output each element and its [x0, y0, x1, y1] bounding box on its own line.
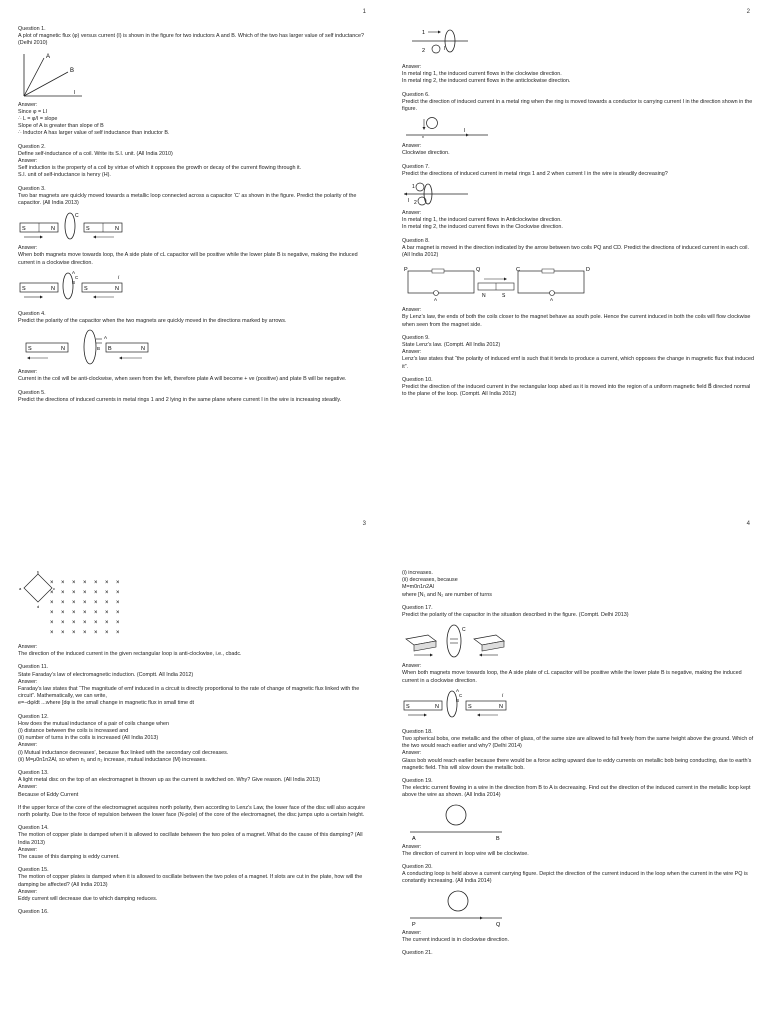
answer-line: ∴ L = φ/I = slope	[18, 116, 58, 123]
field-cross-mark: ×	[83, 610, 87, 616]
field-cross-mark: ×	[50, 630, 54, 636]
answer-line: (ii) decreases, because	[402, 577, 458, 584]
field-cross-mark: ×	[61, 610, 65, 616]
svg-text:B: B	[456, 697, 460, 703]
svg-text:2: 2	[414, 200, 417, 207]
question-title: Question 9.	[402, 334, 430, 341]
answer-line: M=m0n1n2Al	[402, 584, 434, 591]
svg-text:S: S	[502, 293, 506, 300]
answer-label: Answer:	[18, 742, 38, 749]
answer-line: In metal ring 2, the induced current flows in the anticlockwise direction.	[402, 78, 571, 85]
question-title: Question 8.	[402, 237, 430, 244]
field-cross-mark: ×	[94, 620, 98, 626]
page-number: 2	[746, 9, 750, 15]
svg-text:I: I	[408, 198, 410, 205]
svg-text:Q: Q	[496, 921, 501, 928]
svg-text:N: N	[435, 703, 439, 710]
svg-text:S: S	[22, 226, 26, 233]
label-b: B	[70, 67, 75, 74]
page-number: 4	[746, 521, 750, 527]
field-cross-mark: ×	[50, 580, 54, 586]
field-cross-mark: ×	[72, 580, 76, 586]
answer-label: Answer:	[18, 784, 38, 791]
answer-line: (i) Mutual inductance decreases’, because flux linked with the secondary coil decreases.	[18, 749, 229, 756]
question-body: The electric current flowing in a wire in the direction from B to A is decreasing. Find out the direction of the induced current in the metallic loop kept above the wire as shown. (All India 2014)	[402, 785, 751, 799]
svg-text:S: S	[86, 226, 90, 233]
question-body: A plot of magnetic flux (φ) versus current (I) is shown in the figure for two inductors A and B. Which of the two has larger value of self inductance? (Delhi 2010)	[18, 33, 364, 47]
svg-text:S: S	[406, 703, 410, 710]
answer-line: In metal ring 1, the induced current flows in the clockwise direction.	[402, 71, 562, 78]
loop-above-wire-figure	[402, 802, 512, 842]
question-title: Question 19.	[402, 778, 433, 785]
field-cross-mark: ×	[105, 630, 109, 636]
coils-magnet-figure	[402, 261, 592, 305]
question-body: A conducting loop is held above a current carrying figure. Depict the direction of the current induced in the loop when the current in the wire PQ is constantly increasing. (All India 2014)	[402, 871, 748, 885]
field-cross-mark: ×	[116, 600, 120, 606]
svg-text:N: N	[115, 226, 119, 233]
answer-label: Answer:	[402, 663, 422, 670]
rings-wire-figure	[402, 26, 472, 56]
rings-decreasing-figure	[402, 180, 472, 208]
question-body: (i) distance between the coils is increased and	[18, 728, 129, 735]
label-i: I	[74, 89, 76, 96]
answer-line: (ii) M=μ0n1n2Al, so when n₁ and n₂ increase, mutual inductance (M) increases.	[18, 756, 207, 763]
answer-label: Answer:	[402, 143, 422, 150]
field-cross-mark: ×	[116, 590, 120, 596]
answer-label: Answer:	[18, 888, 38, 895]
answer-label: Answer:	[402, 843, 422, 850]
field-cross-mark: ×	[94, 630, 98, 636]
page-1	[0, 0, 384, 512]
answer-line: In metal ring 1, the induced current flows in Anticlockwise direction.	[402, 217, 562, 224]
question-body: Predict the direction of induced current in a metal ring when the ring is moved towards a conductor is carrying current I in the direction shown in the figure.	[402, 98, 753, 113]
question-body: A bar magnet is moved in the direction indicated by the arrow between two coils PQ and CD. Predict the directions of induced current in each coil. (All India 2012)	[402, 244, 749, 259]
field-cross-mark: ×	[72, 620, 76, 626]
question-title: Question 21.	[402, 950, 433, 957]
svg-text:2: 2	[422, 48, 426, 54]
svg-text:a: a	[19, 586, 22, 591]
question-body: The motion of copper plates is damped when it is allowed to oscillate between the two poles of a magnet. If slots are cut in the plate, how will the damping be affected? (All India 2013)	[18, 874, 363, 888]
question-title: Question 3.	[18, 185, 46, 192]
question-body: Predict the directions of induced current in metal rings 1 and 2 when current I in the wire is steadily decreasing?	[402, 170, 668, 177]
svg-text:1: 1	[422, 30, 426, 36]
answer-line: The cause of this damping is eddy current.	[18, 854, 120, 861]
answer-line: Since φ = LI	[18, 108, 48, 115]
svg-text:N: N	[499, 703, 503, 710]
field-cross-mark: ×	[116, 610, 120, 616]
question-body: State Faraday’s law of electromagnetic induction. (Comptt. All India 2012)	[18, 671, 194, 678]
question-body: State Lenz’s law. (Comptt. All India 2012)	[402, 342, 501, 349]
question-body: A light metal disc on the top of an electromagnet is thrown up as the current is switched on. Why? Give reason. (All India 2013)	[18, 777, 321, 784]
svg-text:A: A	[550, 297, 554, 303]
svg-text:b: b	[37, 570, 40, 575]
answer-line: Slope of A is greater than slope of B	[18, 123, 104, 130]
svg-text:B: B	[97, 346, 101, 352]
svg-text:Q: Q	[476, 267, 481, 274]
answer-label: Answer:	[18, 101, 38, 108]
answer-line: Faraday’s law states that “The magnitude of emf induced in a circuit is directly proportional to the rate of change of magnetic flux linked with the circuit”. Mathematically, we can write,	[18, 686, 360, 700]
field-cross-mark: ×	[116, 580, 120, 586]
ring-conductor-figure	[402, 115, 492, 141]
answer-line: Because of Eddy Current	[18, 791, 79, 798]
svg-text:d: d	[37, 604, 40, 609]
answer-label: Answer:	[18, 644, 38, 650]
question-title: Question 12.	[18, 713, 49, 720]
answer-line: ∴ Inductor A has larger value of self inductance than inductor B.	[18, 130, 170, 137]
svg-text:S: S	[28, 346, 32, 353]
answer-label: Answer:	[402, 750, 422, 757]
answer-line: When both magnets move towards loop, the A side plate of cL capacitor will be positive while the lower plate B is negative, making the induced current in a clockwise direction.	[402, 670, 742, 684]
label-a: A	[46, 53, 51, 60]
answer-line: S.I. unit of self-inductance is henry (H).	[18, 172, 111, 179]
svg-text:A: A	[456, 687, 460, 693]
magnets-loop-figure	[18, 209, 128, 243]
svg-text:B: B	[496, 835, 500, 842]
field-cross-mark: ×	[72, 630, 76, 636]
answer-line: Clockwise direction.	[402, 150, 450, 157]
capacitor-polarity-figure	[402, 621, 512, 661]
field-cross-mark: ×	[61, 600, 65, 606]
svg-text:I: I	[444, 46, 446, 52]
field-cross-mark: ×	[61, 620, 65, 626]
svg-text:C: C	[516, 267, 520, 274]
svg-text:N: N	[51, 226, 55, 233]
question-title: Question 17.	[402, 604, 433, 611]
field-cross-mark: ×	[116, 630, 120, 636]
page-2	[384, 0, 768, 512]
field-cross-mark: ×	[83, 600, 87, 606]
question-title: Question 10.	[402, 376, 433, 383]
question-body: (ii) number of turns in the coils is increased (All India 2013)	[18, 735, 159, 742]
question-title: Question 5.	[18, 389, 46, 396]
answer-line: where [N₁ and N₂ are number of turns	[402, 591, 492, 598]
field-cross-mark: ×	[94, 600, 98, 606]
question-body: The motion of copper plate is damped when it is allowed to oscillate between the two poles of a magnet. What do the cause of this damping? (All India 2013)	[18, 832, 363, 846]
svg-text:C: C	[75, 274, 79, 280]
question-body: Predict the polarity of the capacitor in the situation described in the figure. (Comptt. Delhi 2013)	[402, 612, 629, 619]
svg-text:S: S	[84, 285, 88, 292]
magnets-loop-answer-figure-2	[402, 687, 512, 721]
question-title: Question 14.	[18, 825, 49, 832]
field-cross-mark: ×	[105, 580, 109, 586]
page-4	[384, 512, 768, 1024]
answer-line: The direction of current in loop wire will be clockwise.	[402, 850, 529, 857]
svg-text:i: i	[502, 692, 504, 699]
field-cross-mark: ×	[61, 590, 65, 596]
answer-line: Self induction is the property of a coil by virtue of which it opposes the growth or decay of the current flowing through it.	[18, 165, 302, 172]
question-body: How does the mutual inductance of a pair of coils change when	[18, 720, 170, 727]
svg-text:N: N	[482, 293, 486, 300]
question-title: Question 13.	[18, 770, 49, 777]
question-title: Question 2.	[18, 143, 46, 150]
question-title: Question 20.	[402, 864, 433, 871]
svg-text:P: P	[404, 267, 408, 274]
field-cross-mark: ×	[83, 590, 87, 596]
page-number: 1	[362, 9, 366, 15]
answer-line: (i) increases.	[402, 570, 433, 576]
field-cross-mark: ×	[72, 590, 76, 596]
question-title: Question 18.	[402, 728, 433, 735]
capacitor-magnets-figure	[18, 327, 168, 367]
svg-text:A: A	[104, 335, 108, 341]
field-cross-mark: ×	[72, 610, 76, 616]
answer-label: Answer:	[402, 210, 422, 217]
field-cross-mark: ×	[105, 600, 109, 606]
svg-text:B: B	[108, 346, 112, 353]
question-body: Predict the direction of the induced current in the rectangular loop abed as it is moved into the region of a uniform magnetic field B⃗ directed normal to the plane of the loop. (Comptt. All India 2012)	[402, 384, 751, 398]
question-title: Question 11.	[18, 664, 49, 671]
svg-text:P: P	[412, 921, 416, 928]
answer-label: Answer:	[18, 245, 38, 252]
question-title: Question 7.	[402, 163, 430, 170]
field-cross-mark: ×	[50, 600, 54, 606]
question-title: Question 16.	[18, 909, 49, 916]
svg-text:N: N	[51, 285, 55, 292]
field-cross-mark: ×	[105, 620, 109, 626]
question-body: Two bar magnets are quickly moved towards a metallic loop connected across a capacitor ‘C’ as shown in the figure. Predict the polarity of the capacitor. (All India 2013)	[18, 192, 357, 207]
answer-line: Glass bob would reach earlier because there would be a force acting upward due to eddy currents on metallic bob being conducting, due to earth’s magnetic field. This will slow down the metallic bob.	[402, 757, 752, 771]
loop-magnetic-field-figure	[18, 570, 138, 642]
answer-line: The current induced is in clockwise direction.	[402, 936, 509, 943]
field-cross-mark: ×	[83, 630, 87, 636]
svg-text:A: A	[72, 269, 76, 275]
field-cross-mark: ×	[83, 620, 87, 626]
field-cross-mark: ×	[50, 610, 54, 616]
question-title: Question 4.	[18, 310, 46, 317]
answer-line: In metal ring 2, the induced current flows in the Clockwise direction.	[402, 224, 563, 231]
answer-line: By Lenz’s law, the ends of both the coils closer to the magnet behave as south pole. Hence the current induced in both the coils will flow clockwise when seen from the magnet side.	[402, 314, 751, 328]
field-cross-mark: ×	[94, 590, 98, 596]
question-title: Question 1.	[18, 26, 46, 32]
page-3	[0, 512, 384, 1024]
svg-text:N: N	[61, 346, 65, 353]
answer-line: Lenz’s law states that “the polarity of induced emf is such that it tends to produce a current, which opposes the change in magnetic flux that induced it”.	[402, 356, 754, 370]
svg-text:1: 1	[412, 184, 415, 191]
answer-line: Current in the coil will be anti-clockwise, when seen from the left, therefore plate A will become + ve (positive) and plate B will be negative.	[18, 376, 347, 383]
svg-text:N: N	[115, 285, 119, 292]
svg-text:A: A	[412, 835, 416, 842]
page-number: 3	[362, 521, 366, 527]
svg-text:I: I	[464, 128, 466, 135]
svg-text:C: C	[459, 692, 463, 698]
answer-line: When both magnets move towards loop, the A side plate of cL capacitor will be positive while the lower plate B is negative, making the induced current in a clockwise direction.	[18, 252, 358, 266]
question-title: Question 15.	[18, 867, 49, 874]
answer-label: Answer:	[402, 349, 422, 356]
field-cross-mark: ×	[105, 590, 109, 596]
answer-label: Answer:	[18, 846, 38, 853]
answer-label: Answer:	[402, 64, 422, 70]
magnets-loop-answer-figure	[18, 269, 128, 303]
field-cross-mark: ×	[83, 580, 87, 586]
svg-text:S: S	[468, 703, 472, 710]
field-cross-mark: ×	[61, 630, 65, 636]
answer-line: e=−dφ/dt ...where [dφ is the small change in magnetic flux in small time dt	[18, 700, 194, 707]
svg-text:B: B	[72, 279, 76, 285]
field-cross-mark: ×	[61, 580, 65, 586]
svg-text:S: S	[22, 285, 26, 292]
svg-text:N: N	[141, 346, 145, 353]
svg-text:C: C	[75, 213, 79, 220]
answer-label: Answer:	[18, 369, 38, 376]
question-body: Define self-inductance of a coil. Write its S.I. unit. (All India 2010)	[18, 150, 173, 157]
answer-line: Eddy current will decrease due to which damping reduces.	[18, 896, 158, 903]
field-cross-mark: ×	[72, 600, 76, 606]
field-cross-mark: ×	[50, 590, 54, 596]
answer-label: Answer:	[402, 307, 422, 314]
answer-label: Answer:	[18, 158, 38, 165]
field-cross-mark: ×	[116, 620, 120, 626]
answer-label: Answer:	[402, 929, 422, 936]
field-cross-mark: ×	[50, 620, 54, 626]
question-body: Predict the directions of induced currents in metal rings 1 and 2 lying in the same plane where current I in the wire is increasing steadily.	[18, 396, 342, 403]
question-body: Two spherical bobs, one metallic and the other of glass, of the same size are allowed to fall freely from the same height above the ground. Which of the two would reach earlier and why? (Delhi 2014)	[402, 736, 754, 750]
question-body: Predict the polarity of the capacitor when the two magnets are quickly moved in the directions marked by arrows.	[18, 318, 287, 325]
question-title: Question 6.	[402, 91, 430, 98]
flux-current-graph	[18, 50, 88, 100]
answer-line: If the upper force of the core of the electromagnet acquires north polarity, then according to Lenz’s Law, the lower face of the disc will also acquire north polarity. Due to the force of repulsion between the lower face (N-pole) of the core of the electromagnet, the disc jumps upto a certain height.	[18, 804, 366, 819]
svg-text:i: i	[118, 274, 120, 281]
svg-text:v: v	[422, 134, 424, 140]
svg-text:C: C	[462, 627, 466, 634]
answer-line: The direction of the induced current in the given rectangular loop is anti-clockwise, i.e., cbadc.	[18, 651, 242, 658]
svg-text:A: A	[434, 297, 438, 303]
field-cross-mark: ×	[105, 610, 109, 616]
svg-text:c: c	[53, 586, 55, 591]
field-cross-mark: ×	[94, 610, 98, 616]
loop-above-pq-figure	[402, 888, 512, 928]
answer-label: Answer:	[18, 678, 38, 685]
svg-text:D: D	[586, 267, 590, 274]
field-cross-mark: ×	[94, 580, 98, 586]
